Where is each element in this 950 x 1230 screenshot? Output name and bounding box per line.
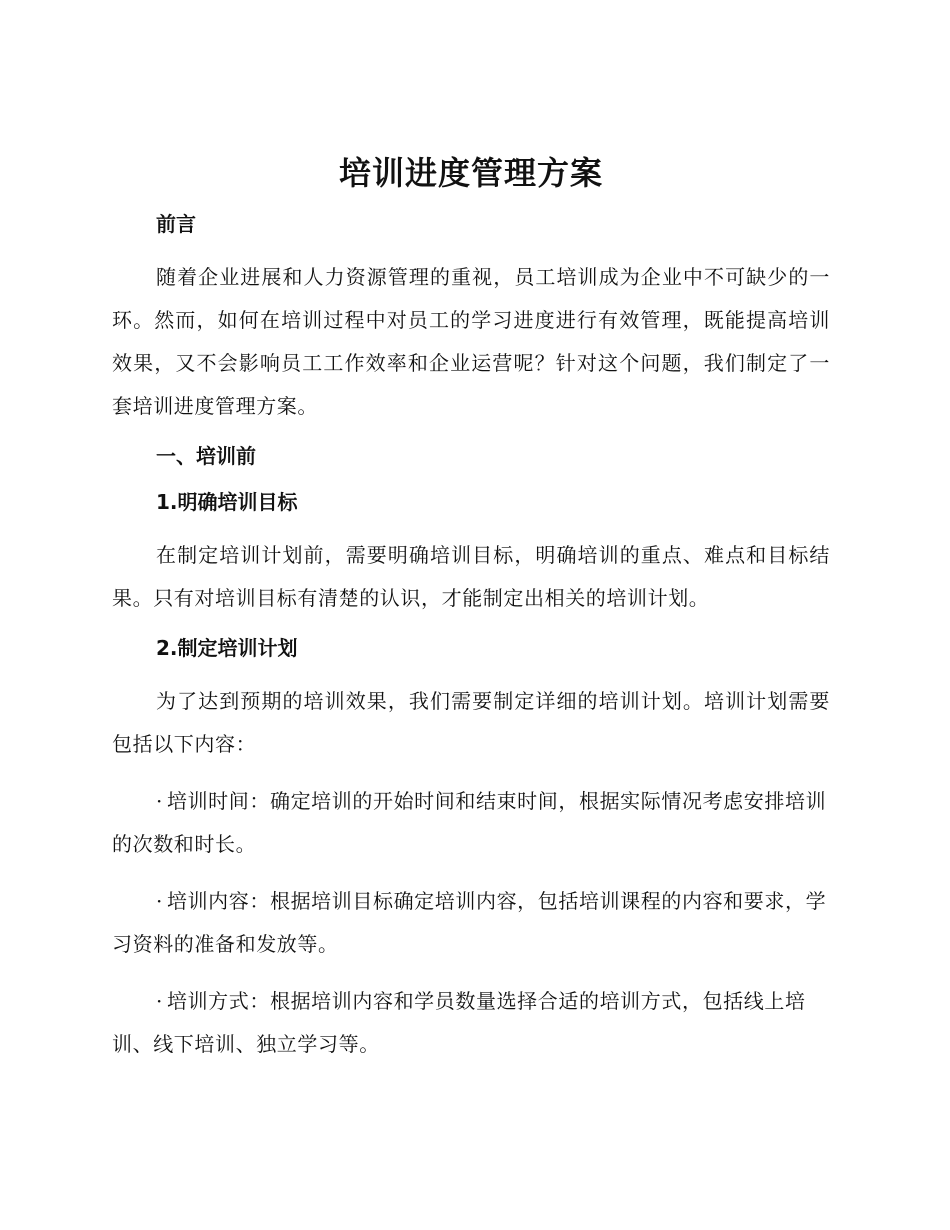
paragraph-define-goals: 在制定培训计划前，需要明确培训目标，明确培训的重点、难点和目标结果。只有对培训目标有清楚的认识，才能制定出相关的培训计划。	[112, 543, 830, 610]
preface-heading: 前言	[156, 212, 196, 236]
bullet-text: 培训方式：根据培训内容和学员数量选择合适的培训方式，包括线上培训、线下培训、独立学习等。	[112, 989, 806, 1056]
document-title: 培训进度管理方案	[338, 154, 603, 192]
bullet-dot-icon: ·	[156, 789, 163, 813]
bullet-item-training-content	[112, 880, 830, 966]
bullet-item-training-time	[112, 780, 830, 866]
bullet-dot-icon: ·	[156, 989, 163, 1013]
preface-paragraph: 随着企业进展和人力资源管理的重视，员工培训成为企业中不可缺少的一环。然而，如何在培训过程中对员工的学习进度进行有效管理，既能提高培训效果，又不会影响员工工作效率和企业运营呢？针对这个问题，我们制定了一套培训进度管理方案。	[112, 265, 830, 418]
bullet-item-training-method	[112, 980, 830, 1066]
subheading-make-plan: 2.制定培训计划	[156, 636, 298, 660]
bullet-text: 培训内容：根据培训目标确定培训内容，包括培训课程的内容和要求，学习资料的准备和发放等。	[112, 889, 827, 956]
paragraph-make-plan: 为了达到预期的培训效果，我们需要制定详细的培训计划。培训计划需要包括以下内容：	[112, 689, 830, 756]
document-body	[112, 150, 830, 1080]
section-heading-before-training: 一、培训前	[156, 444, 256, 468]
bullet-text: 培训时间：确定培训的开始时间和结束时间，根据实际情况考虑安排培训的次数和时长。	[112, 789, 827, 856]
subheading-define-goals: 1.明确培训目标	[156, 490, 298, 514]
bullet-dot-icon: ·	[156, 889, 163, 913]
